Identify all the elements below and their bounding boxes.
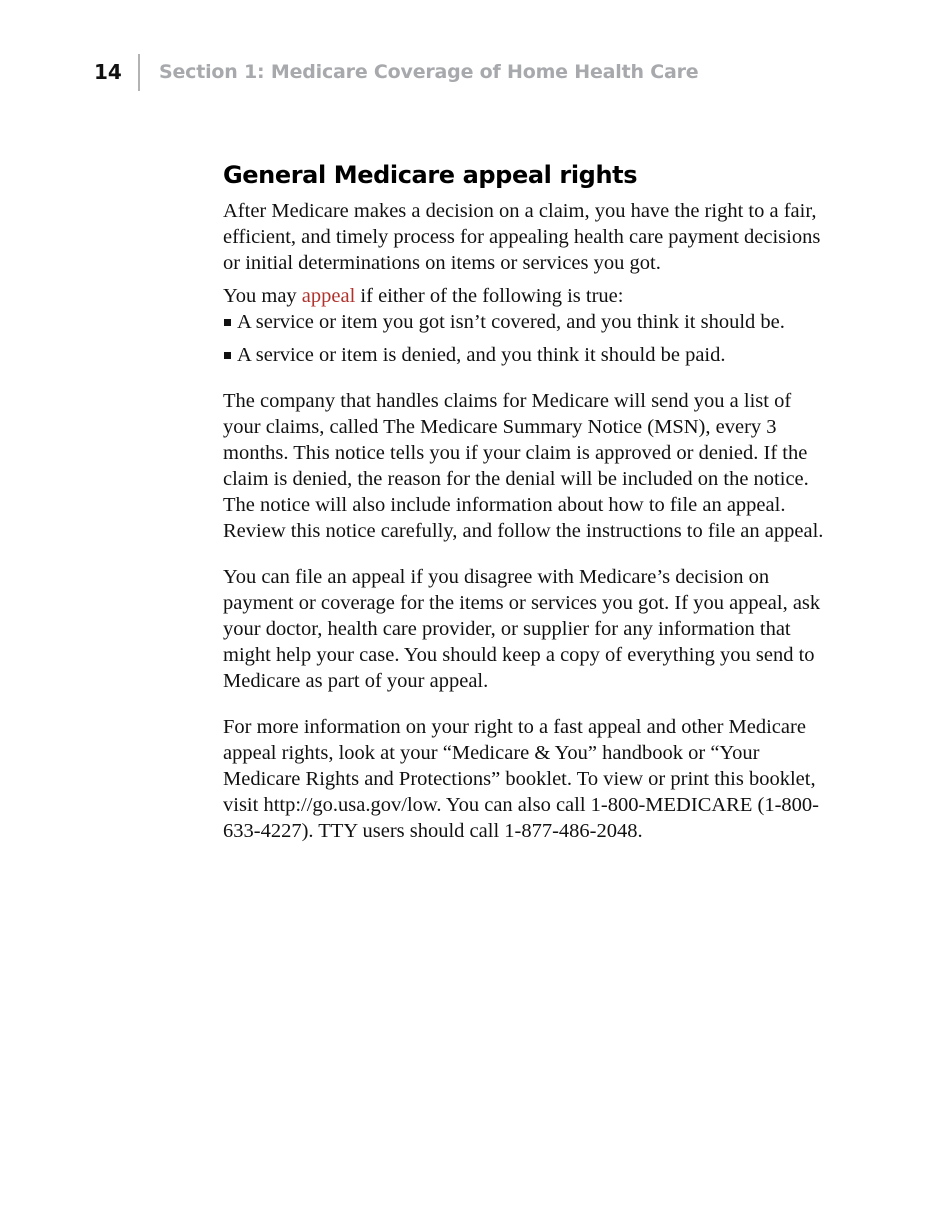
page-number: 14 — [94, 60, 122, 84]
list-item-text: A service or item you got isn’t covered, and you think it should be. — [237, 311, 785, 333]
appeal-conditions-list — [223, 309, 833, 368]
main-content — [223, 162, 833, 864]
lead-text-after: if either of the following is true: — [355, 285, 624, 307]
appeal-lead-paragraph — [223, 283, 833, 309]
square-bullet-icon — [224, 319, 231, 326]
intro-paragraph: After Medicare makes a decision on a claim, you have the right to a fair, efficient, and timely process for appealing health care payment decisions or initial determinations on items or services you got. — [223, 200, 821, 274]
more-information-paragraph: For more information on your right to a fast appeal and other Medicare appeal rights, look at your “Medicare & You” handbook or “Your Medicare Rights and Protections” booklet. To view or print this booklet, visit http://go.usa.gov/low. You can also call 1-800-MEDICARE (1-800-633-4227). TTY users should call 1-877-486-2048. — [223, 716, 819, 842]
list-item-text: A service or item is denied, and you think it should be paid. — [237, 344, 726, 366]
list-item — [223, 309, 833, 335]
square-bullet-icon — [224, 352, 231, 359]
list-item — [223, 342, 833, 368]
header-divider — [138, 54, 140, 91]
page-header — [94, 52, 698, 92]
lead-text-before: You may — [223, 285, 302, 307]
msn-paragraph: The company that handles claims for Medicare will send you a list of your claims, called The Medicare Summary Notice (MSN), every 3 months. This notice tells you if your claim is approved or denied. If the claim is denied, the reason for the denial will be included on the notice. The notice will also include information about how to file an appeal. Review this notice carefully, and follow the instructions to file an appeal. — [223, 390, 824, 542]
appeal-link[interactable]: appeal — [301, 285, 356, 307]
section-title: Section 1: Medicare Coverage of Home Health Care — [159, 61, 699, 83]
file-appeal-paragraph: You can file an appeal if you disagree with Medicare’s decision on payment or coverage for the items or services you got. If you appeal, ask your doctor, health care provider, or supplier for any information that might help your case. You should keep a copy of everything you send to Medicare as part of your appeal. — [223, 566, 821, 692]
page-heading: General Medicare appeal rights — [223, 161, 638, 189]
